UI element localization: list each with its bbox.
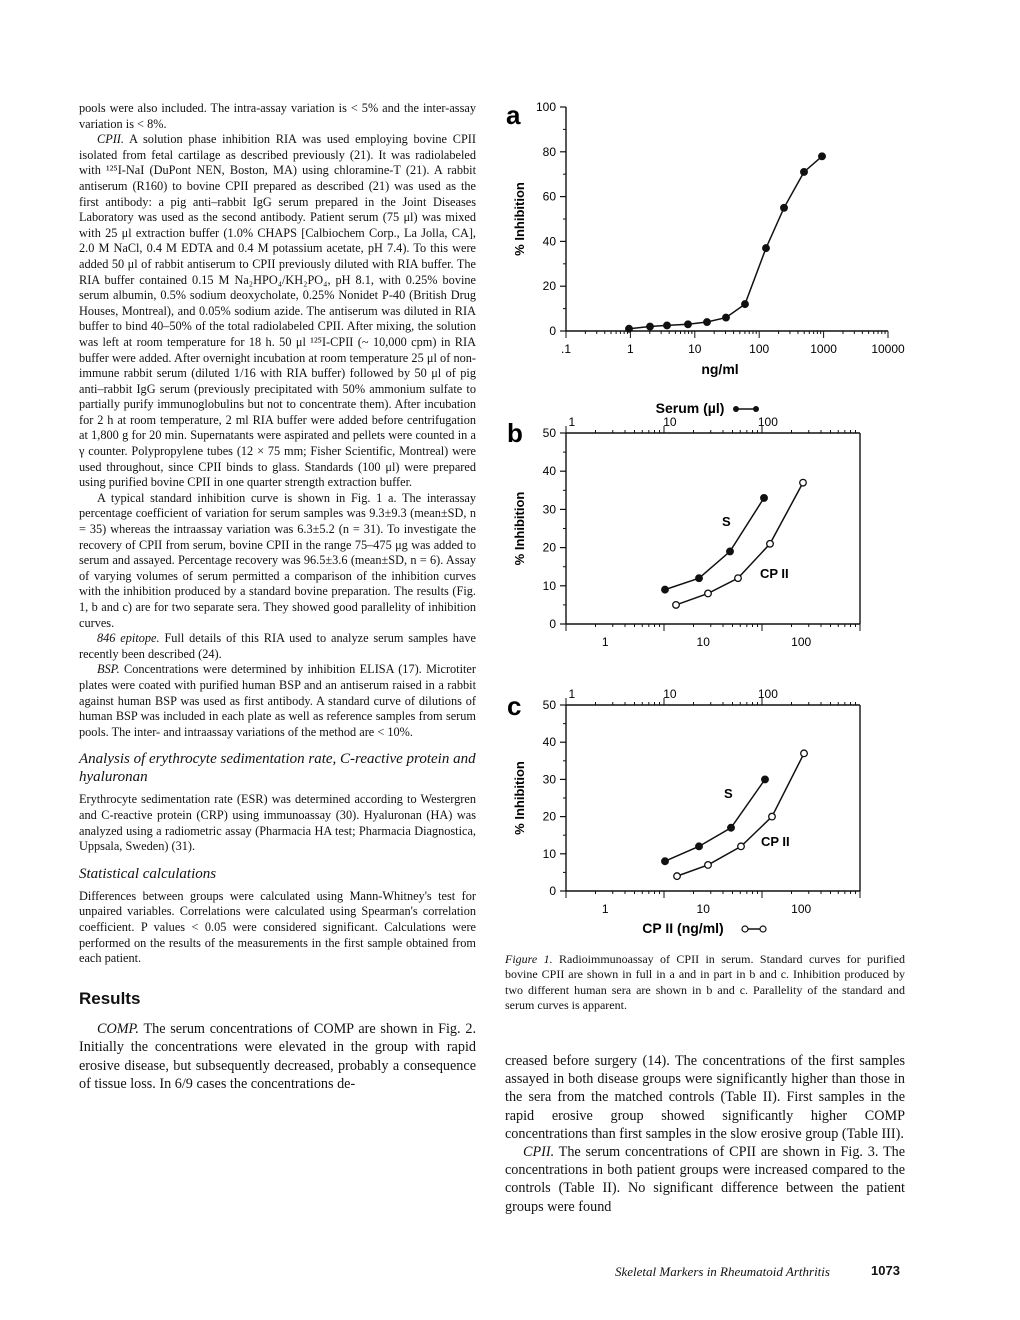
legend-marker [760,926,766,932]
series-label: CP II [761,834,790,849]
data-point-filled [696,575,703,582]
data-point-filled [728,824,735,831]
x-tick-label: 1 [627,342,634,356]
data-point-filled [742,301,749,308]
right-column [505,1052,905,1216]
y-tick-label: 10 [542,846,556,861]
x-tick-label: 10000 [871,342,905,356]
y-tick-label: 30 [542,772,556,787]
results-heading: Results [79,988,141,1008]
x-tick-label: 100 [791,902,812,916]
paragraph: A typical standard inhibition curve is shown in Fig. 1 a. The interassay percentage coefficient of variation for serum samples was 9.3±9.3 (mean±SD, n = 35) whereas the intraassay variation was 6.3±5.2 (n = 31). To investigate the recovery of CPII from serum, bovine CPII in the range 75–475 μg was added to serum and assayed. Percentage recovery was 96.5±3.6 (mean±SD, n = 6). Assay of varying volumes of serum permitted a comparison of the inhibition curves with the inhibition produced by a standard bovine preparation. The results (Fig. 1, b and c) are for two separate sera. They showed good parallelity of inhibition curves. [79,490,476,630]
top-tick-label: 1 [568,415,576,429]
running-title: Skeletal Markers in Rheumatoid Arthritis [615,1264,830,1279]
section-heading: Statistical calculations [79,865,217,882]
top-tick-label: 10 [663,687,677,701]
x-tick-label: 100 [791,635,812,649]
series-label: S [724,786,733,801]
y-tick-label: 20 [542,809,556,824]
run-in-heading: CPII. [523,1144,555,1161]
data-point-filled [626,325,633,332]
x-axis-label: ng/ml [701,361,739,377]
data-point-filled [685,321,692,328]
data-point-open [673,602,680,609]
page-number: 1073 [871,1263,900,1278]
paragraph-text: The serum concentrations of COMP are shown in Fig. 2. Initially the concentrations were elevated in the group with rapid erosive disease, but subsequently decreased, probably a consequence of tissue loss. In 6/9 cases the concentrations de- [79,1021,476,1092]
data-point-open [769,813,776,820]
data-point-filled [727,548,734,555]
paragraph: creased before surgery (14). The concentrations of the first samples assayed in both disease groups were significantly higher than those in the sera from the matched controls (Table II). First samples in the rapid erosive group showed significantly higher COMP concentrations than first samples in the slow erosive group (Table III). [505,1053,905,1142]
paragraph-text: The serum concentrations of CPII are shown in Fig. 3. The concentrations in both patient groups were increased compared to the controls (Table II). No significant difference between the patient groups were found [505,1144,905,1215]
y-tick-label: 40 [542,234,556,249]
y-tick-label: 0 [549,324,556,338]
top-tick-label: 10 [663,415,677,429]
paragraph [79,1020,476,1093]
x-tick-label: .1 [560,342,572,356]
data-point-open [705,590,712,597]
legend-marker [753,406,759,412]
data-point-open [735,575,742,582]
series-label: S [722,514,731,529]
data-point-filled [662,858,669,865]
series-line [676,483,803,605]
legend-marker [742,926,748,932]
top-tick-label: 100 [757,415,778,429]
top-axis-label: Serum (µl) [655,400,725,416]
x-tick-label: 1 [601,635,609,649]
paragraph-text: Concentrations were determined by inhibition ELISA (17). Microtiter plates were coated with purified human BSP and an antiserum raised in a rabbit against human BSP was used as first antibody. A standard curve of dilutions of human BSP was included in each plate as well as reference samples from serum pools. The inter- and intraassay variations of the method are < 10%. [79,662,476,739]
data-point-open [705,862,712,869]
x-tick-label: 10 [696,902,710,916]
data-point-filled [664,322,671,329]
data-point-filled [763,245,770,252]
panel-letter: c [507,691,522,721]
y-tick-label: 0 [549,884,556,898]
paragraph: Erythrocyte sedimentation rate (ESR) was determined according to Westergren and C-reactive protein (CRP) using immunoassay (30). Hyaluronan (HA) was analyzed using a radiometric assay (Pharmacia HA test; Pharmacia Diagnostica, Uppsala, Sweden) (31). [79,792,476,854]
x-tick-label: 1000 [810,342,837,356]
caption-text: Radioimmunoassay of CPII in serum. Standard curves for purified bovine CPII are shown in full in a and in part in b and c. Inhibition produced by two different human sera are shown in b and c. Parallelity of the standard and serum curves is apparent. [505,952,906,1012]
y-axis-label: % Inhibition [512,491,527,566]
y-axis-label: % Inhibition [512,182,527,256]
data-point-filled [723,314,730,321]
y-tick-label: 40 [542,464,556,479]
paragraph [505,1143,905,1216]
y-tick-label: 0 [549,617,556,631]
series-label: CP II [760,566,789,581]
x-tick-label: 10 [688,342,702,356]
section-heading: Analysis of erythrocyte sedimentation rate, C-reactive protein and hyaluronan [79,751,476,786]
data-point-filled [781,205,788,212]
x-tick-label: 1 [601,902,609,916]
data-point-filled [819,153,826,160]
data-point-open [674,873,681,880]
run-in-heading: COMP. [97,1021,139,1038]
y-tick-label: 50 [542,698,556,712]
panel-letter: b [507,418,523,448]
run-in-heading: 846 epitope. [97,631,160,646]
data-point-open [801,750,808,757]
paragraph: pools were also included. The intra-assay variation is < 5% and the inter-assay variation is < 8%. [79,101,476,131]
paragraph-text: A solution phase inhibition RIA was used employing bovine CPII isolated from fetal cartilage as described previously (21). It was radiolabeled with ¹²⁵I-NaI (DuPont NEN, Boston, MA) using chloramine-T (21). A rabbit antiserum (R160) to bovine CPII prepared as described (21) was used as the first antibody: a pig anti–rabbit IgG serum prepared in the Joint Diseases Laboratory was used as the second antibody. Patient serum (75 μl) was mixed with 25 μl extraction buffer (1.0% CHAPS [Calbiochem Corp., La Jolla, CA], 2.0 M NaCl, 0.4 M EDTA and 0.4 M potassium acetate, pH 7.4). To this were added 50 μl of rabbit antiserum to CPII previously diluted with RIA buffer. The RIA buffer contained 0.15 M Na₂HPO₄/KH₂PO₄, pH 8.1, with 0.25% bovine serum albumin, 0.5% sodium deoxycholate, 0.25% Nonidet P-40 (British Drug Houses, Montreal), and 0.05% sodium azide. The antiserum was diluted in RIA buffer to bind 40–50% of the total radiolabeled CPII. After mixing, the solution was left at room temperature for 18 h. 50 μl ¹²⁵I-CPII (~ 10,000 cpm) in RIA buffer were added. After overnight incubation at room temperature 25 μl of non-immune rabbit serum (diluted 1/16 with RIA buffer) followed by 50 μl of pig anti–rabbit IgG serum (previously precipitated with 50% ammonium sulfate to partially purify immunoglobulins but not to concentrate them). After incubation for 2 h at room temperature, 2 ml RIA buffer were added before centrifugation at 1,800 g for 20 min. Supernatants were aspirated and pellets were counted in a γ counter. Polypropylene tubes (12 × 75 mm; Fisher Scientific, Montreal) were used throughout, since CPII binds to glass. Standards (100 μl) were prepared using purified bovine CPII in one quarter strength extraction buffer. [79,132,476,490]
x-tick-label: 100 [749,342,770,356]
data-point-filled [762,776,769,783]
top-tick-label: 1 [568,687,576,701]
data-point-open [800,479,807,486]
y-tick-label: 50 [542,426,556,440]
data-point-filled [704,319,711,326]
figure-caption [505,952,905,1013]
paragraph: Differences between groups were calculated using Mann-Whitney's test for unpaired variables. Correlations were calculated using Spearman's correlation coefficient. P values < 0.05 were considered significant. Calculations were performed on the results of the measurements in the first sample obtained from each patient. [79,888,476,966]
data-point-filled [647,323,654,330]
y-axis-label: % Inhibition [512,761,527,835]
data-point-open [738,843,745,850]
y-tick-label: 40 [542,735,556,750]
data-point-filled [801,169,808,176]
chart-panel-c [507,687,860,936]
y-tick-label: 60 [542,189,556,204]
legend-marker [733,406,739,412]
chart-panel-b [507,400,860,649]
data-point-filled [761,495,768,502]
y-tick-label: 20 [542,279,556,294]
y-tick-label: 20 [542,540,556,555]
series-line [629,156,822,328]
series-line [665,498,764,590]
caption-label: Figure 1. [505,952,553,966]
y-tick-label: 80 [542,144,556,159]
paragraph-text: Full details of this RIA used to analyze serum samples have recently been described (24). [79,631,476,661]
series-line [665,779,765,861]
y-tick-label: 100 [535,100,556,114]
data-point-filled [696,843,703,850]
chart-panel-a [506,100,905,377]
x-tick-label: 10 [696,635,710,649]
run-in-heading: CPII. [97,132,124,147]
top-tick-label: 100 [757,687,778,701]
data-point-filled [662,586,669,593]
data-point-open [767,540,774,547]
panel-letter: a [506,100,521,130]
run-in-heading: BSP. [97,662,120,677]
x-axis-label: CP II (ng/ml) [642,920,724,936]
y-tick-label: 10 [542,578,556,593]
y-tick-label: 30 [542,502,556,517]
